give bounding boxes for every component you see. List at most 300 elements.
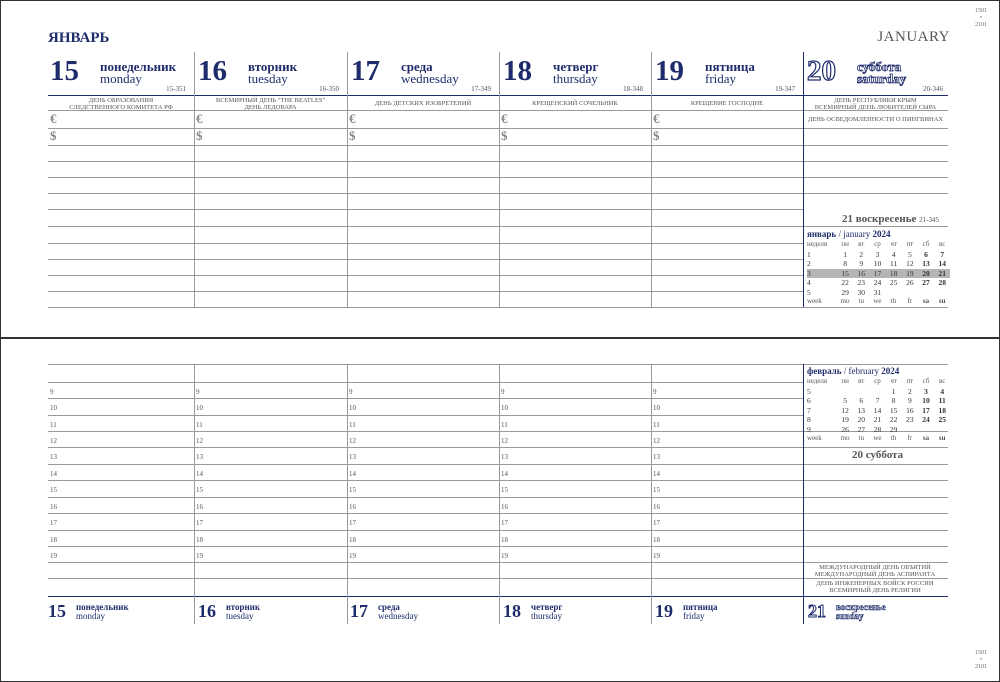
calendar-day: 10 xyxy=(873,259,882,268)
row-line xyxy=(48,497,948,498)
day-header-tuesday xyxy=(194,52,347,97)
hour-label: 19 xyxy=(653,552,660,560)
hour-label: 10 xyxy=(501,404,508,412)
column-separator xyxy=(194,364,195,624)
calendar-head: ср xyxy=(874,377,881,385)
row-line xyxy=(48,259,803,260)
holiday-text xyxy=(48,97,194,111)
hour-label: 9 xyxy=(653,388,657,396)
hour-label: 16 xyxy=(50,503,57,511)
calendar-title xyxy=(807,366,951,377)
calendar-day xyxy=(902,288,918,298)
calendar-sep: / xyxy=(841,366,849,376)
calendar-day: 24 xyxy=(922,415,930,424)
calendar-day: 20 xyxy=(918,269,934,279)
footer-day-friday xyxy=(655,598,803,628)
day-name-ru: вторник xyxy=(248,59,298,74)
footer-day-en: thursday xyxy=(531,611,562,621)
calendar-day: 29 xyxy=(889,424,898,434)
row-line xyxy=(48,480,948,481)
day-name-en: wednesday xyxy=(401,71,459,86)
footer-day-number: 19 xyxy=(655,601,673,621)
week-number: 1 xyxy=(807,249,811,259)
day-number: 17 xyxy=(351,55,380,87)
column-separator xyxy=(499,52,500,307)
footer-day-thursday xyxy=(503,598,651,628)
day-code: 19-347 xyxy=(775,85,795,93)
footer-day-en: friday xyxy=(683,611,705,621)
hour-label: 18 xyxy=(50,536,57,544)
calendar-grid xyxy=(807,240,951,307)
hour-label: 14 xyxy=(653,470,660,478)
holiday-line: МЕЖДУНАРОДНЫЙ ДЕНЬ АСПИРАНТА xyxy=(814,571,936,578)
holiday-line: КРЕЩЕНСКИЙ СОЧЕЛЬНИК xyxy=(532,100,618,107)
dollar-icon: $ xyxy=(501,128,508,143)
footer-day-en: wednesday xyxy=(378,611,418,621)
hour-label: 17 xyxy=(349,519,356,527)
calendar-head: вт xyxy=(858,377,865,385)
sunday-title xyxy=(842,213,939,225)
euro-icon: € xyxy=(501,111,508,126)
calendar-day: 20 xyxy=(857,415,866,424)
calendar-day: 14 xyxy=(938,259,946,268)
footer-day-ru: среда xyxy=(378,602,400,612)
calendar-month-ru: январь xyxy=(807,229,837,239)
calendar-day: 3 xyxy=(875,249,880,259)
hour-label: 17 xyxy=(653,519,660,527)
dollar-icon: $ xyxy=(196,128,203,143)
sunday-holidays xyxy=(803,564,947,578)
calendar-day: 6 xyxy=(924,249,928,259)
calendar-day: 28 xyxy=(938,278,946,287)
hour-label: 19 xyxy=(196,552,203,560)
holiday-text: ДЕНЬ ОСВЕДОМЛЕННОСТИ О ПИНГВИНАХ xyxy=(807,116,944,123)
row-line xyxy=(48,291,803,292)
calendar-day: 25 xyxy=(938,415,946,424)
calendar-day: 4 xyxy=(891,249,896,259)
week-number: 2 xyxy=(807,259,811,268)
calendar-day xyxy=(934,425,950,435)
hour-label: 10 xyxy=(50,404,57,412)
calendar-day: 16 xyxy=(906,405,914,415)
holiday-line: ДЕНЬ ИНЖЕНЕРНЫХ ВОЙСК РОССИИ xyxy=(816,580,934,587)
row-line xyxy=(48,145,948,146)
row-line xyxy=(48,464,948,465)
footer-day-ru: вторник xyxy=(226,602,261,612)
hour-label: 13 xyxy=(501,453,508,461)
week-number: 4 xyxy=(807,278,811,287)
hour-label: 18 xyxy=(196,536,203,544)
footer-day-number: 16 xyxy=(198,601,216,621)
calendar-day: 27 xyxy=(922,278,930,287)
calendar-day: 6 xyxy=(859,396,864,405)
row-line xyxy=(48,161,948,162)
footer-day-ru: понедельник xyxy=(76,602,129,612)
hour-label: 15 xyxy=(501,486,508,494)
hour-label: 12 xyxy=(196,437,203,445)
calendar-foot: tu xyxy=(858,297,864,305)
calendar-day: 19 xyxy=(841,415,849,424)
month-title-ru: ЯНВАРЬ xyxy=(48,30,110,46)
calendar-foot: su xyxy=(938,434,946,442)
header-divider xyxy=(48,95,948,96)
row-line xyxy=(48,307,948,308)
column-separator xyxy=(651,364,652,624)
row-line xyxy=(48,275,803,276)
hour-label: 13 xyxy=(196,453,203,461)
hour-label: 12 xyxy=(653,437,660,445)
calendar-foot: mo xyxy=(840,297,850,305)
hour-label: 11 xyxy=(653,421,660,429)
hour-label: 17 xyxy=(501,519,508,527)
calendar-foot: fr xyxy=(907,297,913,305)
row-line xyxy=(48,177,948,178)
column-separator xyxy=(499,364,500,624)
calendar-sep: / xyxy=(836,229,844,239)
calendar-head: вс xyxy=(939,240,946,248)
row-line xyxy=(48,128,948,129)
holiday-line: ВСЕМИРНЫЙ ДЕНЬ "THE BEATLES" xyxy=(215,97,326,104)
calendar-day xyxy=(853,387,869,397)
row-line xyxy=(48,578,948,579)
day-code: 17-349 xyxy=(471,85,491,93)
footer-day-tuesday xyxy=(198,598,347,628)
calendar-day: 21 xyxy=(873,415,882,424)
calendar-day: 1 xyxy=(891,386,896,396)
footer-day-number: 21 xyxy=(808,601,826,621)
calendar-day: 26 xyxy=(906,278,914,287)
footer-day-en: sunday xyxy=(836,611,864,621)
calendar-day xyxy=(869,387,885,397)
page-code-line: 1501 xyxy=(975,650,987,656)
calendar-month-en: february xyxy=(848,366,879,376)
footer-day-ru: пятница xyxy=(683,602,718,612)
week-number: 9 xyxy=(807,424,811,434)
calendar-day: 9 xyxy=(907,396,912,405)
calendar-head: неделя xyxy=(807,240,828,248)
week-number: 5 xyxy=(807,287,811,297)
hour-label: 15 xyxy=(653,486,660,494)
dollar-icon: $ xyxy=(653,128,660,143)
footer-day-number: 15 xyxy=(48,601,66,621)
hour-label: 10 xyxy=(196,404,203,412)
day-code: 18-348 xyxy=(623,85,643,93)
footer-divider xyxy=(48,596,948,597)
calendar-day: 13 xyxy=(857,405,866,415)
calendar-day: 13 xyxy=(922,259,930,268)
hour-label: 14 xyxy=(50,470,57,478)
calendar-foot: sa xyxy=(922,434,930,442)
hour-label: 17 xyxy=(50,519,57,527)
day-code: 16-350 xyxy=(319,85,339,93)
calendar-day: 22 xyxy=(889,415,898,424)
row-line xyxy=(48,562,948,563)
day-number: 15 xyxy=(50,55,79,87)
calendar-foot: tu xyxy=(858,434,864,442)
holiday-line: СЛЕДСТВЕННОГО КОМИТЕТА РФ xyxy=(69,104,173,111)
footer-day-ru: воскресенье xyxy=(836,602,886,612)
hour-label: 11 xyxy=(349,421,356,429)
page-code-sep: • xyxy=(979,657,983,663)
holiday-line: КРЕЩЕНИЕ ГОСПОДНЕ xyxy=(690,100,764,107)
hour-label: 12 xyxy=(349,437,356,445)
calendar-head: пт xyxy=(906,377,914,385)
calendar-foot: we xyxy=(873,434,882,442)
row-line xyxy=(48,110,948,111)
column-separator xyxy=(803,52,804,307)
calendar-grid xyxy=(807,377,951,444)
euro-icon: € xyxy=(349,111,356,126)
holiday-text xyxy=(347,100,499,107)
calendar-foot: sa xyxy=(922,297,930,305)
row-line xyxy=(48,382,803,383)
calendar-day: 16 xyxy=(853,269,869,279)
calendar-day: 11 xyxy=(890,259,898,268)
hour-label: 14 xyxy=(196,470,203,478)
calendar-day: 28 xyxy=(873,424,882,434)
calendar-head: пт xyxy=(906,240,914,248)
calendar-day: 30 xyxy=(857,287,866,297)
hour-label: 15 xyxy=(349,486,356,494)
euro-icon: € xyxy=(653,111,660,126)
calendar-month-ru: февраль xyxy=(807,366,842,376)
day-header-monday xyxy=(46,52,194,97)
calendar-day: 15 xyxy=(837,269,853,279)
calendar-head: сб xyxy=(922,377,930,385)
hour-label: 12 xyxy=(50,437,57,445)
calendar-day: 12 xyxy=(906,259,914,268)
footer-day-monday xyxy=(48,598,194,628)
calendar-head: ср xyxy=(874,240,881,248)
calendar-day: 9 xyxy=(859,259,864,268)
row-line xyxy=(48,398,803,399)
calendar-day: 23 xyxy=(857,278,866,287)
footer-day-number: 17 xyxy=(350,601,368,621)
row-line xyxy=(48,209,803,210)
calendar-day: 21 xyxy=(934,269,950,279)
day-name-en: saturday xyxy=(857,71,907,86)
hour-label: 16 xyxy=(501,503,508,511)
row-line xyxy=(48,415,803,416)
calendar-day: 4 xyxy=(940,386,945,396)
hour-label: 11 xyxy=(50,421,57,429)
day-name-ru: понедельник xyxy=(100,59,177,74)
hour-label: 9 xyxy=(349,388,353,396)
holiday-text xyxy=(194,97,347,111)
hour-label: 15 xyxy=(196,486,203,494)
day-name-en: friday xyxy=(705,71,737,86)
holiday-text xyxy=(803,97,948,111)
hour-label: 18 xyxy=(349,536,356,544)
day-header-friday xyxy=(651,52,803,97)
calendar-day: 18 xyxy=(938,405,946,415)
saturday-section-title: 20 суббота xyxy=(852,449,904,461)
calendar-head: чт xyxy=(890,377,897,385)
calendar-day xyxy=(918,288,934,298)
calendar-head: чт xyxy=(890,240,897,248)
calendar-day: 26 xyxy=(841,424,849,434)
week-number: 8 xyxy=(807,415,811,424)
holiday-line: ВСЕМИРНЫЙ ДЕНЬ ЛЮБИТЕЛЕЙ СЫРА xyxy=(814,104,937,111)
hour-label: 12 xyxy=(501,437,508,445)
calendar-day xyxy=(837,387,853,397)
day-name-en: monday xyxy=(100,71,142,86)
day-number: 20 xyxy=(807,55,836,87)
day-number: 16 xyxy=(198,55,227,87)
day-name-ru: четверг xyxy=(553,59,599,74)
calendar-day: 1 xyxy=(843,249,847,259)
column-separator xyxy=(347,52,348,307)
hour-label: 9 xyxy=(196,388,200,396)
dollar-icon: $ xyxy=(50,128,57,143)
calendar-day: 17 xyxy=(922,405,930,415)
day-code: 15-351 xyxy=(166,85,186,93)
calendar-foot: th xyxy=(890,297,897,305)
row-line xyxy=(48,530,948,531)
hour-label: 16 xyxy=(196,503,203,511)
calendar-head: вс xyxy=(939,377,946,385)
calendar-foot: we xyxy=(873,297,882,305)
calendar-day: 15 xyxy=(889,405,898,415)
calendar-day: 31 xyxy=(873,287,882,297)
calendar-day: 17 xyxy=(869,269,885,279)
mini-calendar-february xyxy=(807,366,951,444)
calendar-day: 12 xyxy=(841,405,849,415)
calendar-day: 24 xyxy=(873,278,882,287)
day-number: 18 xyxy=(503,55,532,87)
hour-label: 11 xyxy=(196,421,203,429)
holiday-line: ВСЕМИРНЫЙ ДЕНЬ РЕЛИГИИ xyxy=(829,587,921,594)
holiday-text xyxy=(499,100,651,107)
page-code-sep: • xyxy=(979,15,983,21)
hour-label: 10 xyxy=(349,404,356,412)
hour-label: 9 xyxy=(501,388,505,396)
hour-label: 13 xyxy=(50,453,57,461)
calendar-foot: th xyxy=(890,434,897,442)
calendar-day: 14 xyxy=(873,405,882,415)
day-name-en: thursday xyxy=(553,71,598,86)
column-separator xyxy=(194,52,195,307)
calendar-foot: week xyxy=(807,297,822,305)
week-number: 7 xyxy=(807,405,811,415)
month-title-en: JANUARY xyxy=(877,29,950,45)
holiday-line: ДЕНЬ РЕСПУБЛИКИ КРЫМ xyxy=(834,97,917,104)
calendar-day xyxy=(902,425,918,435)
day-header-wednesday xyxy=(347,52,499,97)
page-code xyxy=(975,650,987,671)
page-code-line: 1501 xyxy=(975,8,987,14)
holiday-line: ДЕНЬ ОБРАЗОВАНИЯ xyxy=(88,97,154,104)
hour-label: 17 xyxy=(196,519,203,527)
row-line xyxy=(48,243,803,244)
hour-label: 16 xyxy=(349,503,356,511)
calendar-day: 11 xyxy=(938,396,946,405)
calendar-day: 3 xyxy=(924,386,928,396)
holiday-line: МЕЖДУНАРОДНЫЙ ДЕНЬ ОБЪЯТИЙ xyxy=(819,564,931,571)
hour-label: 18 xyxy=(653,536,660,544)
day-name-ru: суббота xyxy=(857,59,902,74)
week-number: 5 xyxy=(807,386,811,396)
calendar-day: 5 xyxy=(907,249,912,259)
calendar-day: 27 xyxy=(857,424,866,434)
calendar-day: 7 xyxy=(940,249,945,259)
calendar-head: пн xyxy=(841,240,849,248)
calendar-head: неделя xyxy=(807,377,828,385)
calendar-head: вт xyxy=(858,240,865,248)
column-separator xyxy=(347,364,348,624)
day-name-ru: среда xyxy=(401,59,433,74)
day-number: 19 xyxy=(655,55,684,87)
row-line xyxy=(48,546,948,547)
calendar-day: 8 xyxy=(891,396,896,405)
calendar-day: 18 xyxy=(886,269,902,279)
week-number: 6 xyxy=(807,396,811,405)
hour-label: 15 xyxy=(50,486,57,494)
calendar-head: сб xyxy=(922,240,930,248)
footer-day-ru: четверг xyxy=(531,602,563,612)
footer-day-en: monday xyxy=(76,611,105,621)
row-line xyxy=(48,364,948,365)
day-header-saturday xyxy=(803,52,953,97)
row-line xyxy=(48,513,948,514)
hour-label: 11 xyxy=(501,421,508,429)
calendar-head: пн xyxy=(841,377,849,385)
row-line xyxy=(48,447,948,448)
calendar-day: 19 xyxy=(902,269,918,279)
hour-label: 9 xyxy=(50,388,54,396)
calendar-day xyxy=(934,288,950,298)
hour-label: 19 xyxy=(501,552,508,560)
calendar-foot: fr xyxy=(907,434,913,442)
holiday-text xyxy=(651,100,803,107)
calendar-year: 2024 xyxy=(872,229,891,239)
hour-label: 16 xyxy=(653,503,660,511)
hour-label: 13 xyxy=(349,453,356,461)
sunday-label: 21 воскресенье xyxy=(842,213,917,225)
column-separator xyxy=(651,52,652,307)
hour-label: 14 xyxy=(349,470,356,478)
day-name-ru: пятница xyxy=(705,59,755,74)
page-code-line: 2101 xyxy=(975,664,987,670)
calendar-foot: su xyxy=(938,297,946,305)
calendar-day: 2 xyxy=(859,249,864,259)
row-line xyxy=(48,193,948,194)
day-name-en: tuesday xyxy=(248,71,288,86)
dollar-icon: $ xyxy=(349,128,356,143)
calendar-day: 23 xyxy=(906,415,914,424)
hour-label: 10 xyxy=(653,404,660,412)
footer-day-wednesday xyxy=(350,598,499,628)
hour-label: 13 xyxy=(653,453,660,461)
calendar-foot: week xyxy=(807,434,822,442)
hour-label: 19 xyxy=(50,552,57,560)
calendar-day xyxy=(886,288,902,298)
calendar-day: 25 xyxy=(889,278,898,287)
calendar-title xyxy=(807,229,951,240)
hour-label: 19 xyxy=(349,552,356,560)
calendar-year: 2024 xyxy=(881,366,900,376)
page-code xyxy=(975,8,987,29)
day-code: 20-346 xyxy=(923,85,943,93)
calendar-month-en: january xyxy=(843,229,871,239)
calendar-day: 5 xyxy=(843,396,847,405)
footer-day-en: tuesday xyxy=(226,611,254,621)
footer-day-sunday xyxy=(808,598,948,628)
row-line xyxy=(48,226,948,227)
page-code-line: 2101 xyxy=(975,22,987,28)
day-header-thursday xyxy=(499,52,651,97)
calendar-foot: mo xyxy=(840,434,850,442)
